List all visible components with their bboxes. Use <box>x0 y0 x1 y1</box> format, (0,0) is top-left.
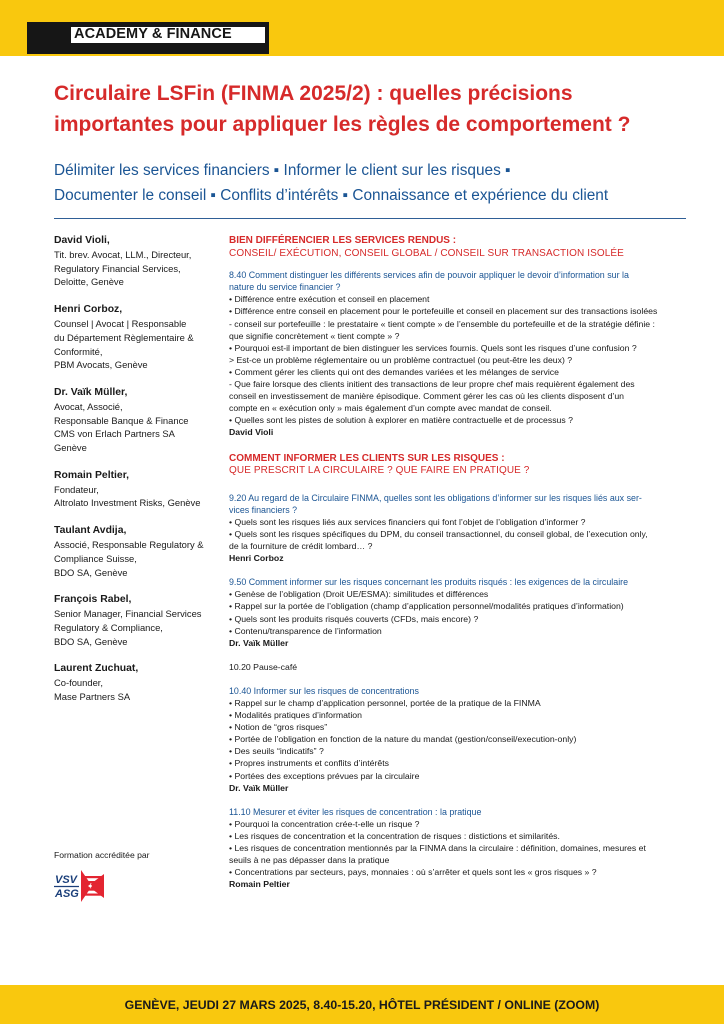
session-block <box>229 576 691 649</box>
session-bullet: • Genèse de l’obligation (Droit UE/ESMA): similitudes et différences <box>229 589 489 600</box>
subtitle-line-2: Documenter le conseil ▪ Conflits d’intérêts ▪ Connaissance et expérience du client <box>54 187 609 204</box>
session-bullet: • Les risques de concentration mentionnés par la FINMA dans la circulaire : définition, domaines, mesures et <box>229 843 646 854</box>
title-line-1: Circulaire LSFin (FINMA 2025/2) : quelles précisions <box>54 82 573 105</box>
speaker-detail: Avocat, Associé, <box>54 400 123 412</box>
session-bullet: • Portée de l’obligation en fonction de la nature du mandat (gestion/conseil/execution-only) <box>229 734 577 745</box>
session-speaker: David Violi <box>229 427 274 438</box>
session-block <box>229 685 691 794</box>
session-bullet: • Des seuils “indicatifs” ? <box>229 746 324 757</box>
speaker-name: Romain Peltier, <box>54 469 130 481</box>
session-bullet: • Concentrations par secteurs, pays, monnaies : où s’arrêter et quels sont les « gros risques » ? <box>229 867 597 878</box>
speakers-column <box>54 234 224 718</box>
session-bullet: - conseil sur portefeuille : le prestataire « tient compte » de l’ensemble du portefeuille et de la stratégie définie : <box>229 318 655 329</box>
session-bullet: • Rappel sur le champ d’application personnel, portée de la pratique de la FINMA <box>229 698 541 708</box>
speaker-card <box>54 386 224 455</box>
session-title: 9.50 Comment informer sur les risques concernant les produits risqués : les exigences de la circulaire <box>229 577 629 588</box>
speaker-detail: BDO SA, Genève <box>54 635 128 647</box>
speaker-name: David Violi, <box>54 235 110 246</box>
speaker-name: Taulant Avdija, <box>54 525 127 537</box>
logo-text-top: VSV <box>55 874 78 886</box>
speaker-card <box>54 469 224 510</box>
speaker-detail: Associé, Responsable Regulatory & <box>54 539 204 551</box>
speaker-name: Dr. Vaïk Müller, <box>54 386 128 398</box>
subtitle-line-1: Délimiter les services financiers ▪ Informer le client sur les risques ▪ <box>54 162 511 179</box>
session-bullet: • Quels sont les produits risqués couverts (CFDs, mais encore) ? <box>229 613 479 624</box>
speaker-detail: BDO SA, Genève <box>54 566 128 578</box>
session-bullet: • Quels sont les risques spécifiques du DPM, du conseil transactionnel, du conseil global, de l’execution only, <box>229 528 648 539</box>
session-bullet: • Pourquoi est-il important de bien distinguer les services fournis. Quels sont les risques d’une confusion ? <box>229 342 637 353</box>
brand-label: ACADEMY & FINANCE <box>70 26 266 44</box>
session-speaker: Romain Peltier <box>229 879 290 890</box>
speaker-card <box>54 662 224 703</box>
speaker-detail: Responsable Banque & Finance <box>54 414 189 426</box>
session-bullet: compte en « exécution only » mais également d’un compte avec mandat de conseil. <box>229 403 552 414</box>
session-bullet: seuils à ne pas dépasser dans la pratique <box>229 855 390 866</box>
session-speaker: Dr. Vaïk Müller <box>229 782 289 793</box>
section-heading: BIEN DIFFÉRENCIER LES SERVICES RENDUS : <box>229 235 457 246</box>
program-column <box>229 235 691 898</box>
session-bullet: > Est-ce un problème réglementaire ou un problème contractuel (ou peut-être les deux) ? <box>229 354 573 365</box>
session-bullet: • Notion de “gros risques” <box>229 722 328 733</box>
session-block <box>229 269 691 438</box>
speaker-detail: Deloitte, Genève <box>54 276 124 288</box>
vsv-asg-logo-icon <box>54 870 106 902</box>
speaker-detail: Genève <box>54 442 87 454</box>
session-block <box>229 492 691 565</box>
session-bullet: • Différence entre exécution et conseil en placement <box>229 294 430 305</box>
session-bullet: • Contenu/transparence de l’information <box>229 625 382 636</box>
topics-subtitle <box>54 158 704 208</box>
session-bullet: • Propres instruments et conflits d’intérêts <box>229 758 389 769</box>
session-bullet: • Différence entre conseil en placement pour le portefeuille et conseil en placement sur des transactions isolées <box>229 306 658 317</box>
speaker-name: Henri Corboz, <box>54 304 123 316</box>
section-subheading: QUE PRESCRIT LA CIRCULAIRE ? QUE FAIRE EN PRATIQUE ? <box>229 465 530 477</box>
session-bullet: conseil en investissement de manière épisodique. Comment gérer les cas où les clients disposent d’un <box>229 391 625 402</box>
speaker-detail: Altrolato Investment Risks, Genève <box>54 497 201 509</box>
session-title: vices financiers ? <box>229 504 298 515</box>
speaker-name: François Rabel, <box>54 594 132 606</box>
speaker-detail: PBM Avocats, Genève <box>54 359 148 371</box>
speaker-detail: Mase Partners SA <box>54 691 131 703</box>
speaker-detail: Senior Manager, Financial Services <box>54 608 202 620</box>
speaker-detail: Fondateur, <box>54 483 99 495</box>
speaker-card <box>54 524 224 579</box>
coffee-break: 10.20 Pause-café <box>229 661 298 672</box>
session-bullet: • Les risques de concentration et la concentration de risques : distictions et similarités. <box>229 830 560 841</box>
session-bullet: de la fourniture de crédit lombard… ? <box>229 541 373 552</box>
speaker-detail: Regulatory & Compliance, <box>54 621 163 633</box>
program-section <box>229 235 691 439</box>
session-block <box>229 806 691 891</box>
speaker-card <box>54 303 224 372</box>
session-bullet: que signifie concrètement « tient compte » ? <box>229 330 400 341</box>
session-bullet: • Quelles sont les pistes de solution à explorer en matière contractuelle et de processus ? <box>229 415 573 426</box>
speaker-name: Laurent Zuchuat, <box>54 663 139 675</box>
session-title: 9.20 Au regard de la Circulaire FINMA, quelles sont les obligations d’informer sur les risques liés aux ser- <box>229 492 642 503</box>
session-title: 8.40 Comment distinguer les différents services afin de pouvoir appliquer le devoir d’information sur la <box>229 270 629 281</box>
session-bullet: - Que faire lorsque des clients initient des transactions de leur propre chef mais requièrent également des <box>229 379 635 390</box>
session-speaker: Dr. Vaïk Müller <box>229 637 289 648</box>
divider <box>54 218 686 219</box>
session-title: 11.10 Mesurer et éviter les risques de concentration : la pratique <box>229 806 482 817</box>
session-speaker: Henri Corboz <box>229 553 284 564</box>
speaker-detail: Co-founder, <box>54 677 103 689</box>
event-info: GENÈVE, JEUDI 27 MARS 2025, 8.40-15.20, HÔTEL PRÉSIDENT / ONLINE (ZOOM) <box>124 998 600 1012</box>
speaker-detail: Compliance Suisse, <box>54 552 137 564</box>
title-line-2: importantes pour appliquer les règles de comportement ? <box>54 113 631 136</box>
speaker-detail: du Département Règlementaire & <box>54 331 194 343</box>
page-title <box>54 78 694 140</box>
speaker-detail: Conformité, <box>54 345 103 357</box>
section-heading: COMMENT INFORMER LES CLIENTS SUR LES RISQUES : <box>229 452 505 464</box>
speaker-detail: CMS von Erlach Partners SA <box>54 428 175 440</box>
session-bullet: • Pourquoi la concentration crée-t-elle un risque ? <box>229 818 420 829</box>
session-title: nature du service financier ? <box>229 282 341 293</box>
speaker-card <box>54 593 224 648</box>
program-section <box>229 453 691 891</box>
accreditation-label: Formation accréditée par <box>54 850 150 860</box>
speaker-detail: Tit. brev. Avocat, LLM., Directeur, <box>54 249 192 260</box>
logo-text-bottom: ASG <box>55 888 79 900</box>
session-title: 10.40 Informer sur les risques de concentrations <box>229 685 419 696</box>
session-bullet: • Comment gérer les clients qui ont des demandes variées et les mélanges de service <box>229 366 559 377</box>
speaker-detail: Regulatory Financial Services, <box>54 262 181 274</box>
session-bullet: • Modalités pratiques d’information <box>229 710 362 721</box>
speaker-detail: Counsel | Avocat | Responsable <box>54 318 187 330</box>
section-subheading: CONSEIL/ EXÉCUTION, CONSEIL GLOBAL / CONSEIL SUR TRANSACTION ISOLÉE <box>229 247 624 259</box>
session-bullet: • Quels sont les risques liés aux services financiers qui font l’objet de l’obligation d’informer ? <box>229 516 586 527</box>
session-bullet: • Rappel sur la portée de l’obligation (champ d’application personnel/modalités pratiques d’information) <box>229 601 624 612</box>
speaker-card <box>54 234 224 289</box>
session-bullet: • Portées des exceptions prévues par la circulaire <box>229 770 420 781</box>
